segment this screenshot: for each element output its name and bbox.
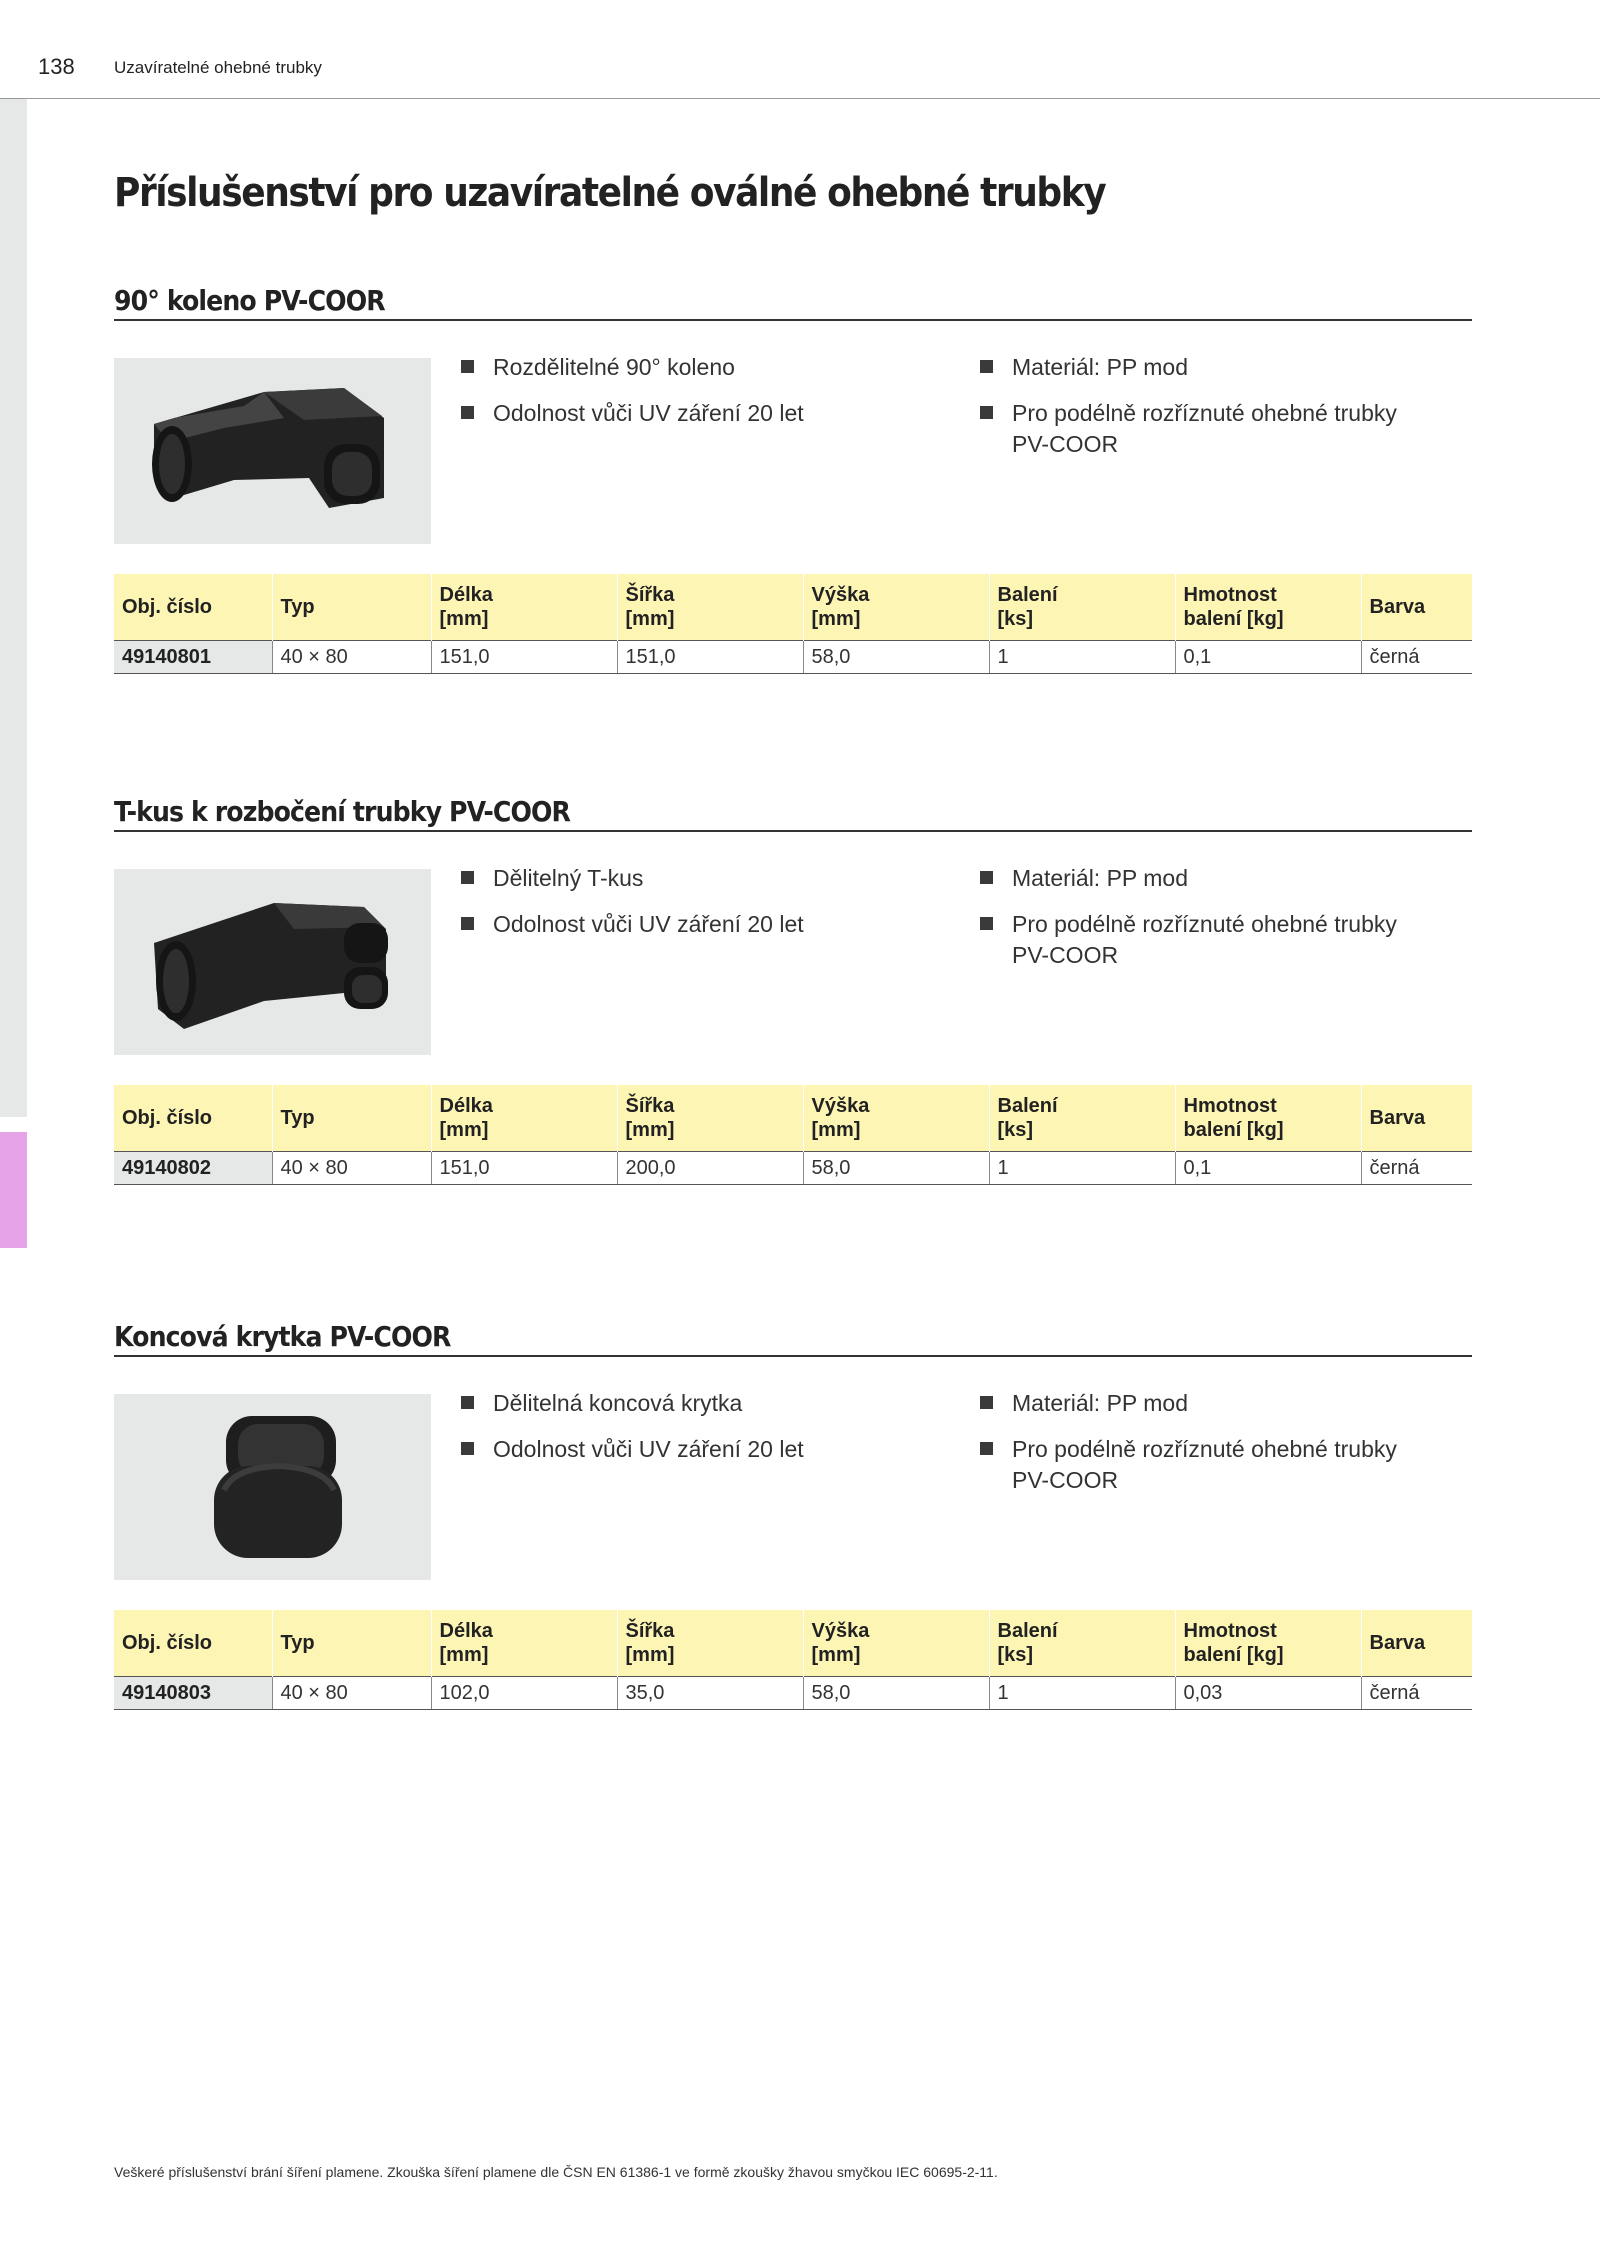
product-photo-elbow [114,358,431,544]
spec-table [114,1610,1472,1710]
section-rule [114,830,1472,832]
chapter-tab [0,1132,27,1248]
header-barva: Barva [1361,1085,1472,1152]
square-bullet-icon [461,917,474,930]
section-title: T-kus k rozbočení trubky PV-COOR [114,795,571,828]
cell-sirka: 200,0 [617,1152,803,1185]
square-bullet-icon [461,1396,474,1409]
header-baleni: Balení [ks] [989,1085,1175,1152]
features-left [461,863,921,955]
header-hmotnost: Hmotnost balení [kg] [1175,1085,1361,1152]
elbow-illustration [114,358,431,544]
cell-hmotnost: 0,1 [1175,1152,1361,1185]
header-typ: Typ [272,1610,431,1677]
header-obj-cislo: Obj. číslo [114,1085,272,1152]
table-row [114,641,1472,674]
spec-table [114,1085,1472,1185]
page-number: 138 [38,54,75,79]
cell-delka: 151,0 [431,641,617,674]
cell-vyska: 58,0 [803,1152,989,1185]
header-typ: Typ [272,574,431,641]
header-sirka: Šířka [mm] [617,1610,803,1677]
header-delka: Délka [mm] [431,574,617,641]
features-right [980,863,1440,986]
cell-vyska: 58,0 [803,1677,989,1710]
header-baleni: Balení [ks] [989,1610,1175,1677]
feature-item: Pro podélně rozříznuté ohebné trubky PV-COOR [980,909,1440,971]
header-barva: Barva [1361,1610,1472,1677]
product-photo-tee [114,869,431,1055]
square-bullet-icon [980,1442,993,1455]
footnote: Veškeré příslušenství brání šíření plamene. Zkouška šíření plamene dle ČSN EN 61386-1 ve formě zkoušky žhavou smyčkou IEC 60695-2-11. [114,2164,998,2180]
cell-barva: černá [1361,1152,1472,1185]
header-typ: Typ [272,1085,431,1152]
cell-obj-cislo: 49140802 [114,1152,272,1185]
cell-barva: černá [1361,641,1472,674]
cell-barva: černá [1361,1677,1472,1710]
header-hmotnost: Hmotnost balení [kg] [1175,1610,1361,1677]
cell-vyska: 58,0 [803,641,989,674]
square-bullet-icon [980,917,993,930]
table-header-row [114,574,1472,641]
square-bullet-icon [461,871,474,884]
square-bullet-icon [461,360,474,373]
table-row [114,1152,1472,1185]
header-vyska: Výška [mm] [803,1610,989,1677]
feature-item: Odolnost vůči UV záření 20 let [461,909,921,940]
cell-obj-cislo: 49140801 [114,641,272,674]
feature-item: Odolnost vůči UV záření 20 let [461,1434,921,1465]
features-left [461,352,921,444]
header-vyska: Výška [mm] [803,1085,989,1152]
header-delka: Délka [mm] [431,1610,617,1677]
section-title: Koncová krytka PV-COOR [114,1320,451,1353]
cell-hmotnost: 0,03 [1175,1677,1361,1710]
feature-item: Materiál: PP mod [980,863,1440,894]
header-obj-cislo: Obj. číslo [114,574,272,641]
spec-table [114,574,1472,674]
cell-hmotnost: 0,1 [1175,641,1361,674]
cell-obj-cislo: 49140803 [114,1677,272,1710]
square-bullet-icon [980,360,993,373]
cell-baleni: 1 [989,1152,1175,1185]
cell-delka: 151,0 [431,1152,617,1185]
header-sirka: Šířka [mm] [617,574,803,641]
header-obj-cislo: Obj. číslo [114,1610,272,1677]
table-header-row [114,1085,1472,1152]
features-left [461,1388,921,1480]
header-sirka: Šířka [mm] [617,1085,803,1152]
cell-baleni: 1 [989,1677,1175,1710]
section-rule [114,319,1472,321]
header-delka: Délka [mm] [431,1085,617,1152]
feature-item: Dělitelný T-kus [461,863,921,894]
header-rule [0,98,1600,99]
feature-item: Materiál: PP mod [980,352,1440,383]
table-row [114,1677,1472,1710]
feature-item: Rozdělitelné 90° koleno [461,352,921,383]
running-title: Uzavíratelné ohebné trubky [114,58,322,77]
header-baleni: Balení [ks] [989,574,1175,641]
tee-illustration [114,869,431,1055]
feature-item: Dělitelná koncová krytka [461,1388,921,1419]
section-title: 90° koleno PV-COOR [114,284,385,317]
cell-delka: 102,0 [431,1677,617,1710]
header-hmotnost: Hmotnost balení [kg] [1175,574,1361,641]
square-bullet-icon [461,1442,474,1455]
header-vyska: Výška [mm] [803,574,989,641]
cell-sirka: 35,0 [617,1677,803,1710]
header-barva: Barva [1361,574,1472,641]
square-bullet-icon [980,871,993,884]
cell-typ: 40 × 80 [272,641,431,674]
cell-baleni: 1 [989,641,1175,674]
page-title: Příslušenství pro uzavíratelné oválné ohebné trubky [114,170,1106,216]
cell-typ: 40 × 80 [272,1677,431,1710]
side-strip [0,99,27,1117]
page-header [0,0,1600,100]
feature-item: Odolnost vůči UV záření 20 let [461,398,921,429]
square-bullet-icon [461,406,474,419]
section-rule [114,1355,1472,1357]
cell-typ: 40 × 80 [272,1152,431,1185]
feature-item: Pro podélně rozříznuté ohebné trubky PV-COOR [980,398,1440,460]
square-bullet-icon [980,1396,993,1409]
feature-item: Materiál: PP mod [980,1388,1440,1419]
feature-item: Pro podélně rozříznuté ohebné trubky PV-COOR [980,1434,1440,1496]
features-right [980,1388,1440,1511]
cell-sirka: 151,0 [617,641,803,674]
end-cap-illustration [114,1394,431,1580]
table-header-row [114,1610,1472,1677]
product-photo-end-cap [114,1394,431,1580]
square-bullet-icon [980,406,993,419]
features-right [980,352,1440,475]
